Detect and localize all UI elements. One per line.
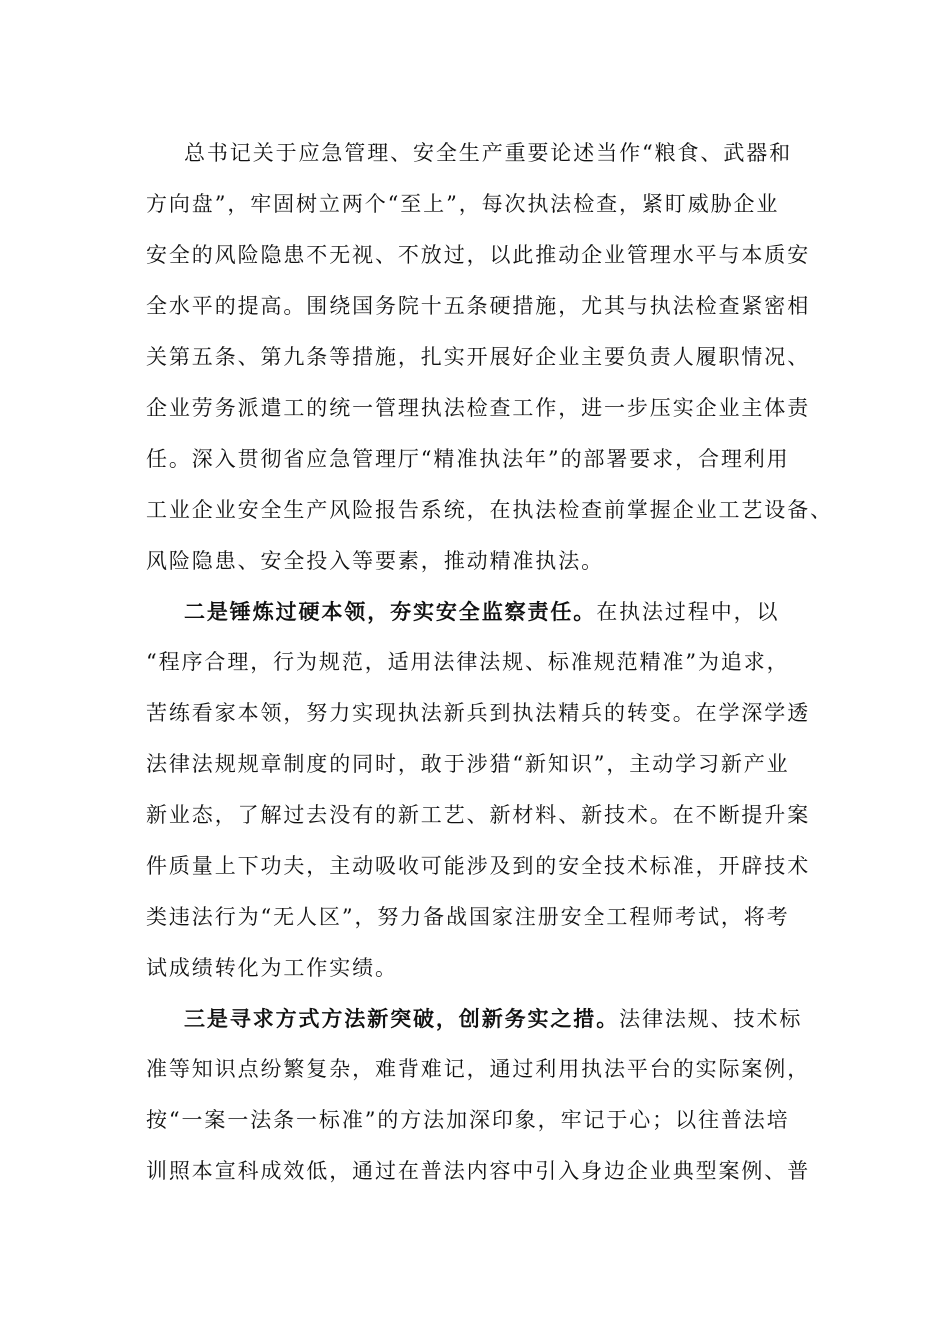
text-line: 新业态，了解过去没有的新工艺、新材料、新技术。在不断提升案 bbox=[146, 803, 811, 827]
paragraph-skills-training bbox=[146, 586, 826, 994]
text-line: 方向盘”，牢固树立两个“至上”，每次执法检查，紧盯威胁企业 bbox=[146, 192, 780, 216]
text-line: “程序合理，行为规范，适用法律法规、标准规范精准”为追求， bbox=[146, 650, 790, 674]
text-line: 全水平的提高。围绕国务院十五条硬措施，尤其与执法检查紧密相 bbox=[146, 294, 811, 318]
text-line: 按“一案一法条一标准”的方法加深印象，牢记于心；以往普法培 bbox=[146, 1108, 790, 1132]
text-line: 准等知识点纷繁复杂，难背难记，通过利用执法平台的实际案例， bbox=[146, 1057, 811, 1081]
text-line: 任。深入贯彻省应急管理厅“精准执法年”的部署要求，合理利用 bbox=[146, 447, 790, 471]
text-line: 风险隐患、安全投入等要素，推动精准执法。 bbox=[146, 549, 604, 573]
text-line: 类违法行为“无人区”，努力备战国家注册安全工程师考试，将考 bbox=[146, 905, 790, 929]
text-line: 训照本宣科成效低，通过在普法内容中引入身边企业典型案例、普 bbox=[146, 1159, 811, 1183]
text-line: 法律法规规章制度的同时，敢于涉猎“新知识”，主动学习新产业 bbox=[146, 752, 790, 776]
text-line: 件质量上下功夫，主动吸收可能涉及到的安全技术标准，开辟技术 bbox=[146, 854, 811, 878]
text-line: 试成绩转化为工作实绩。 bbox=[146, 956, 398, 980]
text-line: 苦练看家本领，努力实现执法新兵到执法精兵的转变。在学深学透 bbox=[146, 701, 811, 725]
text-line: 总书记关于应急管理、安全生产重要论述当作“粮食、武器和 bbox=[184, 141, 793, 165]
text-line-with-heading bbox=[146, 993, 826, 1044]
paragraph-heading: 三是寻求方式方法新突破，创新务实之措。 bbox=[184, 1006, 620, 1031]
paragraph-enforcement-inspection bbox=[146, 128, 833, 587]
heading-line-rest: 法律法规、技术标 bbox=[619, 1007, 803, 1031]
text-line: 企业劳务派遣工的统一管理执法检查工作，进一步压实企业主体责 bbox=[146, 396, 811, 420]
paragraph-method-innovation bbox=[146, 993, 826, 1197]
paragraph-heading: 二是锤炼过硬本领，夯实安全监察责任。 bbox=[184, 599, 597, 624]
text-line: 关第五条、第九条等措施，扎实开展好企业主要负责人履职情况、 bbox=[146, 345, 811, 369]
text-line: 安全的风险隐患不无视、不放过，以此推动企业管理水平与本质安 bbox=[146, 243, 811, 267]
text-line-with-heading bbox=[146, 586, 826, 637]
text-line: 工业企业安全生产风险报告系统，在执法检查前掌握企业工艺设备、 bbox=[146, 498, 833, 522]
heading-line-rest: 在执法过程中，以 bbox=[596, 600, 780, 624]
